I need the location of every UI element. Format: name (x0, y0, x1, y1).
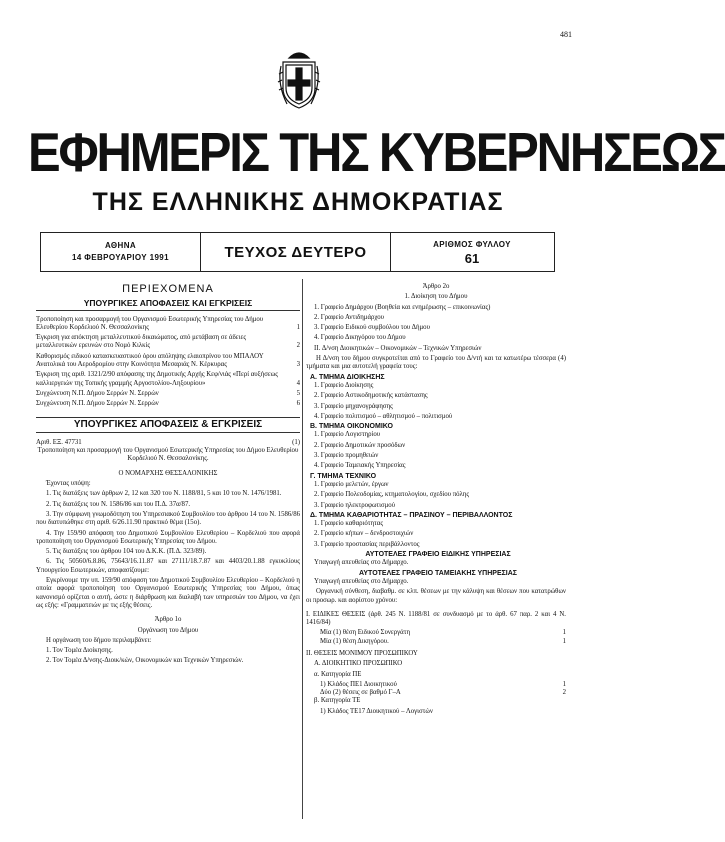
office-item: 2. Γραφείο Πολεοδομίας, κτηματολογίου, σχεδίου πόλης (314, 491, 470, 499)
toc-entry[interactable]: Τροποποίηση και προσαρμογή του Οργανισμού Εσωτερικής Υπηρεσίας του Δήμου Ελευθερίου Κορδελιού Ν. Θεσσαλονίκης 1 (36, 315, 300, 331)
sheet-label: ΑΡΙΘΜΟΣ ΦΥΛΛΟΥ (433, 239, 511, 249)
left-column (36, 283, 300, 668)
article-item: 2. Τον Τομέα Δ/νσης-Διοικ/κών, Οικονομικών και Τεχνικών Υπηρεσιών. (46, 657, 244, 665)
consideration-item: 3. Την σύμφωνη γνωμοδότηση του Υπηρεσιακού Συμβουλίου του άρθρου 14 του Ν. 1586/86 που διατυπώθηκε στη αριθ. 6/26.11.90 πρακτικό θέμα (15ο). (36, 510, 300, 527)
toc-entry[interactable]: Καθορισμός ειδικού κατασκευαστικού όρου απόληψης ελαιοπρίνου του ΜΠΑΛΟΥ Ανατολικά του Αεροδρομίου στην Κοινότητα Μεσαριάς Ν. Κέρκυρας 3 (36, 352, 300, 369)
toc-entry[interactable]: Συγχώνευση Ν.Π. Δήμου Σερρών Ν. Σερρών 5 (36, 389, 300, 397)
office-item: 1. Γραφείο μελετών, έργων (314, 480, 389, 488)
office-item: 2. Γραφείο Αστικοδημοτικής κατάστασης (314, 392, 428, 400)
post-item: Μία (1) θέση Ειδικού Συνεργάτη 1 (320, 629, 566, 637)
consideration-item: 5. Τις διατάξεις του άρθρου 104 του Δ.Κ.Κ. (Π.Δ. 323/89). (46, 548, 207, 556)
office-item: 1. Γραφείο Λογιστηρίου (314, 431, 381, 439)
department-heading: Γ. ΤΜΗΜΑ ΤΕΧΝΙΚΟ (310, 472, 377, 480)
unit-heading: ΑΥΤΟΤΕΛΕΣ ΓΡΑΦΕΙΟ ΕΙΔΙΚΗΣ ΥΠΗΡΕΣΙΑΣ (365, 551, 511, 559)
authority: Ο ΝΟΜΑΡΧΗΣ ΘΕΣΣΑΛΟΝΙΚΗΣ (118, 469, 218, 477)
office-item: 3. Γραφείο ηλεκτροφωτισμού (314, 501, 396, 509)
unit-text: Υπαγωγή απευθείας στο Δήμαρχο. (314, 559, 409, 567)
office-item: 3. Γραφείο μηχανογράφησης (314, 402, 393, 410)
decisions-heading-2: ΥΠΟΥΡΓΙΚΕΣ ΑΠΟΦΑΣΕΙΣ & ΕΓΚΡΙΣΕΙΣ (36, 417, 300, 433)
toc-entry[interactable]: Έγκριση της αριθ. 1321/2/90 απόφασης της Δημοτικής Αρχής Κεφ/νιάς «Περί αυξήσεως καλλιεργειών της Τοπικής γραμμής Αργοστολίου-Ληξουρίου» 4 (36, 371, 300, 387)
consideration-item: 2. Τις διατάξεις του Ν. 1586/86 και του Π.Δ. 37α/87. (46, 500, 191, 508)
issue-info-box (40, 232, 555, 272)
decision-reference (36, 439, 300, 447)
office-item: 3. Γραφείο προστασίας περιβάλλοντος (314, 540, 420, 548)
office-item: 4. Γραφείο Ταμειακής Υπηρεσίας (314, 462, 406, 470)
column-divider (302, 279, 303, 819)
article-item: 1. Τον Τομέα Διοίκησης. (46, 647, 113, 655)
page-number: 481 (560, 30, 572, 39)
decisions-heading: ΥΠΟΥΡΓΙΚΕΣ ΑΠΟΦΑΣΕΙΣ ΚΑΙ ΕΓΚΡΙΣΕΙΣ (36, 299, 300, 310)
special-posts-heading: I. ΕΙΔΙΚΕΣ ΘΕΣΕΙΣ (άρθ. 245 Ν. 1188/81 σε συνδυασμό με το άρθ. 67 παρ. 2 και 4 Ν. 1416/84) (306, 610, 566, 627)
toc-entry[interactable]: Έγκριση για απόκτηση μεταλλευτικού δικαιώματος, από μετάβαση σε άδειες μεταλλευτικών ερευνών στο Νομό Κιλκίς 2 (36, 334, 300, 350)
article-title: Οργάνωση του Δήμου (137, 626, 199, 634)
sheet-number-cell (391, 233, 553, 271)
post-item: 1) Κλάδος ΠΕ1 Διοικητικού 1 (320, 680, 566, 688)
article-heading: Άρθρο 1ο (154, 616, 182, 624)
consideration-item: 4. Την 159/90 απόφαση του Δημοτικού Συμβουλίου Ελευθερίου – Κορδελιού που αφορά τροποποίηση του Οργανισμού Εσωτερικής Υπηρεσίας του Δήμου. (36, 529, 300, 545)
right-column (306, 283, 566, 716)
office-item: 4. Γραφείο πολιτισμού – αθλητισμού – πολιτισμού (314, 412, 453, 420)
office-item: 2. Γραφείο κήπων – δενδροστοιχιών (314, 530, 414, 538)
issue-date-cell (41, 233, 201, 271)
staff-category: Α. ΔΙΟΙΚΗΤΙΚΟ ΠΡΟΣΩΠΙΚΟ (314, 660, 403, 668)
office-item: 1. Γραφείο Δημάρχου (Βοηθεία και ενημέρωσης – επικοινωνίας) (314, 303, 491, 311)
consideration-item: 6. Τις 50560/6.8.86, 75643/16.11.87 και 27111/18.7.87 και 4403/20.1.88 εγκυκλίους Υπουργείου Εσωτερικών, αποφασίζουμε: (36, 558, 300, 574)
staff-subcategory: β. Κατηγορία ΤΕ (314, 697, 361, 705)
office-item: 3. Γραφείο προμηθειών (314, 452, 379, 460)
permanent-posts-heading: II. ΘΕΣΕΙΣ ΜΟΝΙΜΟΥ ΠΡΟΣΩΠΙΚΟΥ (306, 649, 418, 657)
toc-entry[interactable]: Συγχώνευση Ν.Π. Δήμου Σερρών Ν. Σερρών 6 (36, 400, 300, 408)
article-heading: Άρθρο 2ο (422, 283, 450, 290)
office-item: 2. Γραφείο Αντιδημάρχου (314, 313, 385, 321)
post-item: Μία (1) θέση Δικηγόρου. 1 (320, 637, 566, 645)
office-item: 1. Γραφείο Διοίκησης (314, 381, 374, 389)
issue-city: ΑΘΗΝΑ (104, 241, 137, 250)
consideration-item: 1. Τις διατάξεις των άρθρων 2, 12 και 320 του Ν. 1188/81, 5 και 10 του Ν. 1476/1981. (46, 490, 282, 498)
decision-title: Τροποποίηση και προσαρμογή του Οργανισμού Εσωτερικής Υπηρεσίας του Δήμου Ελευθερίου Κορδελιού Ν. Θεσσαλονίκης. (37, 447, 299, 463)
coat-of-arms-emblem (277, 44, 321, 116)
issue-volume-cell (201, 233, 391, 271)
issue-date: 14 ΦΕΒΡΟΥΑΡΙΟΥ 1991 (71, 253, 170, 262)
section-title: II. Δ/νση Διοικητικών – Οικονομικών – Τεχνικών Υπηρεσιών (314, 344, 482, 352)
considering: Έχοντας υπόψη: (46, 480, 91, 488)
decision-number: Αριθ. ΕΞ. 47731 (36, 438, 82, 446)
post-item: 1) Κλάδος ΤΕ17 Διοικητικού – Λογιστών (320, 707, 433, 715)
contents-heading: ΠΕΡΙΕΧΟΜΕΝΑ (122, 283, 214, 295)
post-item: Δύο (2) θέσεις σε βαθμό Γ–Α 2 (320, 689, 566, 697)
office-item: 1. Γραφείο καθαριότητας (314, 520, 384, 528)
staff-subcategory: α. Κατηγορία ΠΕ (314, 670, 362, 678)
gazette-subtitle: ΤΗΣ ΕΛΛΗΝΙΚΗΣ ΔΗΜΟΚΡΑΤΙΑΣ (92, 188, 504, 216)
unit-heading: ΑΥΤΟΤΕΛΕΣ ΓΡΑΦΕΙΟ ΤΑΜΕΙΑΚΗΣ ΥΠΗΡΕΣΙΑΣ (358, 569, 518, 577)
section-text: Η Δ/νση του δήμου συγκροτείται από το Γραφείο του Δ/ντή και τα κατωτέρω τέσσερα (4) τμήματα και μια αυτοτελή γραφεία τους: (306, 355, 566, 371)
sheet-number: 61 (464, 250, 480, 266)
unit-text: Υπαγωγή απευθείας στο Δήμαρχο. (314, 577, 409, 585)
office-item: 2. Γραφείο Δημοτικών προσόδων (314, 441, 406, 449)
office-item: 4. Γραφείο Δικηγόρου του Δήμου (314, 334, 406, 342)
decision-body: Εγκρίνουμε την υπ. 159/90 απόφαση του Δημοτικού Συμβουλίου Ελευθερίου – Κορδελιού η οποία αφορά τροποποίηση του Οργανισμού Εσωτερικής Υπηρεσίας του Δήμου, όπως κανονισμό ορίζεται ο αυτή, ώστε η διάρθρωση και διαλαβή των υπηρεσιών του Δήμου, να έχει ως εξής: «Γραμματειών με τις εξής θέσεις. (36, 577, 300, 609)
gazette-title: ΕΦΗΜΕΡΙΣ ΤΗΣ ΚΥΒΕΡΝΗΣΕΩΣ (28, 122, 725, 184)
department-heading: Β. ΤΜΗΜΑ ΟΙΚΟΝΟΜΙΚΟ (310, 423, 393, 431)
department-heading: Α. ΤΜΗΜΑ ΔΙΟΙΚΗΣΗΣ (310, 373, 385, 381)
article-text: Η οργάνωση του δήμου περιλαμβάνει: (46, 636, 152, 644)
issue-volume: ΤΕΥΧΟΣ ΔΕΥΤΕΡΟ (224, 243, 367, 261)
staffing-paragraph: Οργανική σύνθεση, διαβαθμ. σε κλπ. θέσεων με την κάλυψη και θέσεων που κατατρώθων οι προσωρ. και αορίστου χρόνου: (306, 588, 566, 604)
decision-index: (1) (292, 438, 300, 446)
office-item: 3. Γραφείο Ειδικού συμβούλου του Δήμου (314, 324, 430, 332)
department-heading: Δ. ΤΜΗΜΑ ΚΑΘΑΡΙΟΤΗΤΑΣ – ΠΡΑΣΙΝΟΥ – ΠΕΡΙΒΑΛΛΟΝΤΟΣ (310, 511, 513, 519)
section-title: 1. Διοίκηση του Δήμου (404, 293, 468, 301)
